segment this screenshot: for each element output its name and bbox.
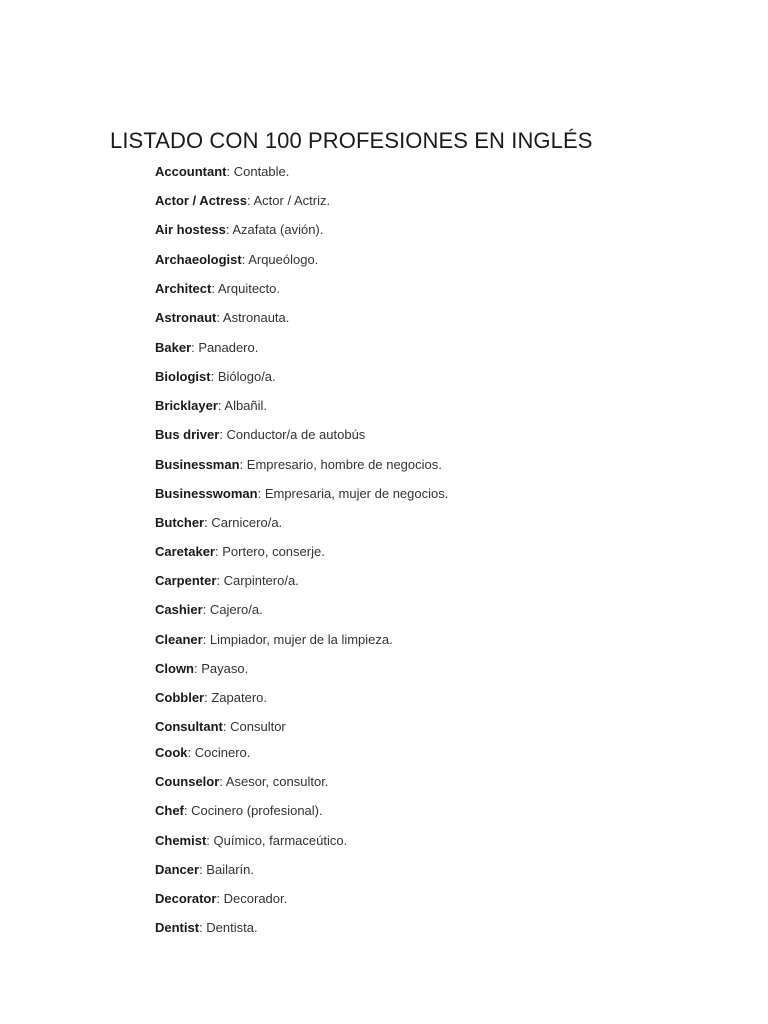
profession-term: Air hostess — [155, 222, 226, 237]
list-item — [155, 336, 258, 360]
profession-translation: : Contable. — [226, 164, 290, 179]
profession-term: Bricklayer — [155, 398, 218, 413]
list-item — [155, 829, 347, 853]
profession-translation: : Portero, conserje. — [215, 544, 325, 559]
list-item — [155, 686, 267, 710]
list-item — [155, 628, 393, 652]
list-item — [155, 770, 328, 794]
profession-translation: : Bailarín. — [199, 862, 254, 877]
list-item — [155, 248, 318, 272]
profession-term: Baker — [155, 340, 192, 355]
profession-term: Cobbler — [155, 690, 205, 705]
profession-term: Dancer — [155, 862, 200, 877]
list-item — [155, 741, 250, 765]
page-title: LISTADO CON 100 PROFESIONES EN INGLÉS — [110, 128, 593, 153]
profession-term: Cook — [155, 745, 188, 760]
list-item — [155, 218, 323, 242]
profession-translation: : Consultor — [222, 719, 286, 734]
profession-term: Bus driver — [155, 427, 220, 442]
list-item — [155, 540, 325, 564]
profession-translation: : Empresaria, mujer de negocios. — [257, 486, 449, 501]
profession-term: Businesswoman — [155, 486, 258, 501]
profession-term: Clown — [155, 661, 194, 676]
profession-translation: : Empresario, hombre de negocios. — [239, 457, 442, 472]
profession-term: Actor / Actress — [155, 193, 247, 208]
profession-translation: : Astronauta. — [216, 310, 290, 325]
profession-translation: : Cocinero. — [187, 745, 251, 760]
profession-translation: : Carpintero/a. — [216, 573, 299, 588]
list-item — [155, 189, 330, 213]
list-item — [155, 365, 276, 389]
list-item — [155, 715, 286, 739]
profession-translation: : Limpiador, mujer de la limpieza. — [202, 632, 393, 647]
profession-translation: : Actor / Actriz. — [247, 193, 331, 208]
profession-translation: : Arqueólogo. — [241, 252, 319, 267]
profession-term: Chef — [155, 803, 184, 818]
list-item — [155, 916, 258, 940]
profession-term: Decorator — [155, 891, 217, 906]
profession-translation: : Panadero. — [191, 340, 259, 355]
profession-translation: : Biólogo/a. — [210, 369, 276, 384]
list-item — [155, 887, 287, 911]
profession-term: Caretaker — [155, 544, 215, 559]
list-item — [155, 394, 267, 418]
profession-term: Cleaner — [155, 632, 203, 647]
profession-term: Counselor — [155, 774, 220, 789]
profession-term: Biologist — [155, 369, 211, 384]
profession-translation: : Dentista. — [199, 920, 258, 935]
profession-term: Butcher — [155, 515, 205, 530]
profession-translation: : Arquitecto. — [211, 281, 281, 296]
profession-term: Chemist — [155, 833, 207, 848]
list-item — [155, 799, 323, 823]
profession-term: Archaeologist — [155, 252, 242, 267]
profession-term: Dentist — [155, 920, 200, 935]
list-item — [155, 569, 299, 593]
profession-term: Carpenter — [155, 573, 217, 588]
list-item — [155, 306, 289, 330]
list-item — [155, 277, 280, 301]
list-item — [155, 423, 365, 447]
profession-term: Architect — [155, 281, 212, 296]
profession-term: Businessman — [155, 457, 240, 472]
profession-translation: : Azafata (avión). — [225, 222, 324, 237]
profession-translation: : Albañil. — [217, 398, 268, 413]
profession-term: Accountant — [155, 164, 227, 179]
profession-translation: : Químico, farmaceútico. — [206, 833, 348, 848]
list-item — [155, 160, 289, 184]
list-item — [155, 598, 263, 622]
profession-translation: : Cocinero (profesional). — [183, 803, 323, 818]
list-item — [155, 482, 448, 506]
list-item — [155, 858, 254, 882]
list-item — [155, 511, 282, 535]
profession-translation: : Zapatero. — [204, 690, 267, 705]
profession-translation: : Payaso. — [194, 661, 249, 676]
list-item — [155, 453, 442, 477]
profession-term: Consultant — [155, 719, 223, 734]
profession-translation: : Asesor, consultor. — [219, 774, 329, 789]
profession-translation: : Conductor/a de autobús — [219, 427, 366, 442]
profession-translation: : Decorador. — [216, 891, 288, 906]
profession-translation: : Carnicero/a. — [204, 515, 283, 530]
list-item — [155, 657, 248, 681]
profession-term: Cashier — [155, 602, 203, 617]
profession-term: Astronaut — [155, 310, 217, 325]
profession-translation: : Cajero/a. — [202, 602, 263, 617]
